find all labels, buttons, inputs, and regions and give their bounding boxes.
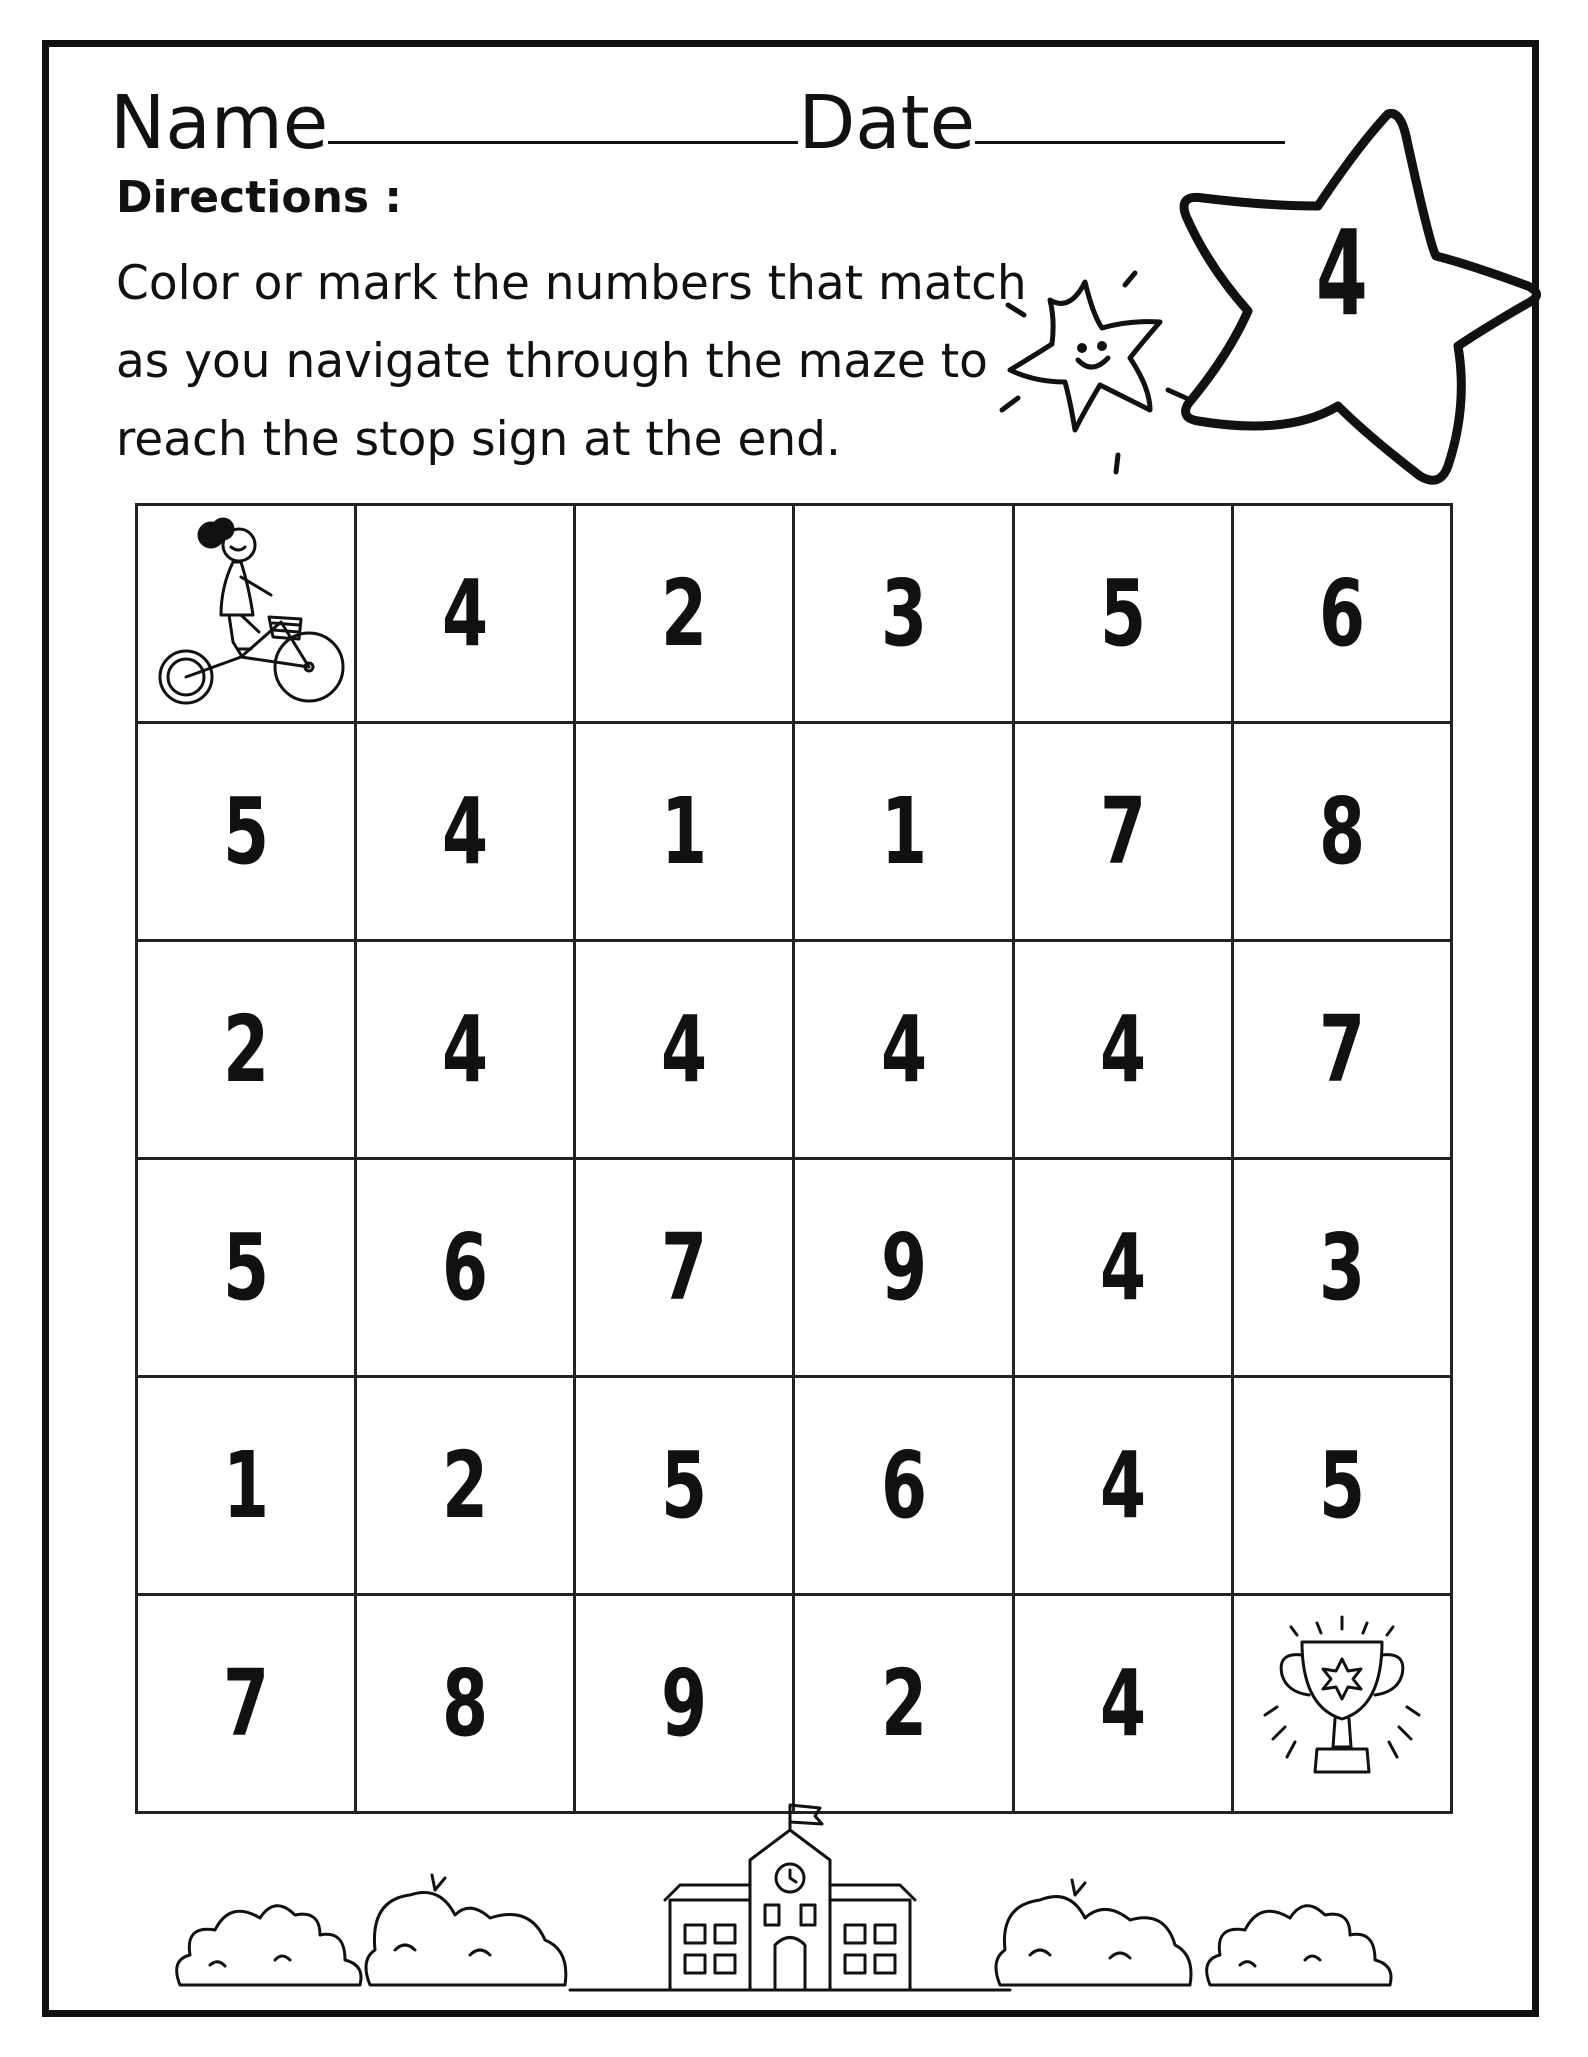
maze-cell[interactable]: 7 <box>1013 723 1232 941</box>
maze-row <box>137 1159 1452 1377</box>
directions-title: Directions : <box>116 172 402 223</box>
maze-cell[interactable]: 1 <box>137 1377 356 1595</box>
school-scene <box>170 1800 1410 2000</box>
maze-cell[interactable]: 6 <box>356 1159 575 1377</box>
maze-cell[interactable]: 5 <box>137 1159 356 1377</box>
maze-cell[interactable]: 5 <box>1232 1377 1451 1595</box>
maze-cell[interactable]: 2 <box>794 1595 1013 1813</box>
target-number: 4 <box>1316 204 1368 342</box>
maze-cell[interactable]: 4 <box>794 941 1013 1159</box>
maze-cell[interactable]: 7 <box>1232 941 1451 1159</box>
maze-cell[interactable]: 6 <box>1232 505 1451 723</box>
maze-cell[interactable]: 9 <box>575 1595 794 1813</box>
maze-row <box>137 1595 1452 1813</box>
maze-cell-start[interactable] <box>137 505 356 723</box>
maze-cell[interactable]: 7 <box>137 1595 356 1813</box>
maze-cell[interactable]: 1 <box>575 723 794 941</box>
maze-cell[interactable]: 5 <box>575 1377 794 1595</box>
maze-cell[interactable]: 8 <box>356 1595 575 1813</box>
date-label: Date <box>798 80 976 166</box>
maze-cell[interactable]: 6 <box>794 1377 1013 1595</box>
directions-text <box>116 245 1036 479</box>
maze-cell[interactable]: 4 <box>575 941 794 1159</box>
maze-cell[interactable]: 4 <box>356 505 575 723</box>
maze-row <box>137 723 1452 941</box>
maze-cell[interactable]: 5 <box>1013 505 1232 723</box>
maze-cell[interactable]: 4 <box>356 941 575 1159</box>
directions-line: Color or mark the numbers that match <box>116 256 1027 311</box>
directions-line: reach the stop sign at the end. <box>116 412 841 467</box>
maze-cell[interactable]: 4 <box>1013 1159 1232 1377</box>
maze-cell[interactable]: 2 <box>575 505 794 723</box>
maze-row <box>137 505 1452 723</box>
name-date-row <box>110 80 1285 166</box>
maze-cell[interactable]: 2 <box>137 941 356 1159</box>
maze-cell[interactable]: 4 <box>1013 1595 1232 1813</box>
number-maze-grid <box>135 503 1453 1814</box>
maze-cell[interactable]: 9 <box>794 1159 1013 1377</box>
maze-cell[interactable]: 4 <box>1013 941 1232 1159</box>
girl-on-bicycle-icon <box>141 507 351 717</box>
maze-cell[interactable]: 7 <box>575 1159 794 1377</box>
maze-row <box>137 1377 1452 1595</box>
maze-cell[interactable]: 4 <box>356 723 575 941</box>
maze-cell-finish[interactable] <box>1232 1595 1451 1813</box>
school-building-icon <box>570 1805 1010 1990</box>
smiling-star-icon <box>990 260 1190 480</box>
maze-cell[interactable]: 3 <box>794 505 1013 723</box>
directions-line: as you navigate through the maze to <box>116 334 988 389</box>
maze-cell[interactable]: 5 <box>137 723 356 941</box>
name-label: Name <box>110 80 329 166</box>
name-blank-line[interactable] <box>328 141 798 144</box>
maze-cell[interactable]: 4 <box>1013 1377 1232 1595</box>
maze-cell[interactable]: 3 <box>1232 1159 1451 1377</box>
maze-cell[interactable]: 1 <box>794 723 1013 941</box>
maze-row <box>137 941 1452 1159</box>
maze-cell[interactable]: 8 <box>1232 723 1451 941</box>
maze-cell[interactable]: 2 <box>356 1377 575 1595</box>
trophy-icon <box>1237 1597 1447 1807</box>
